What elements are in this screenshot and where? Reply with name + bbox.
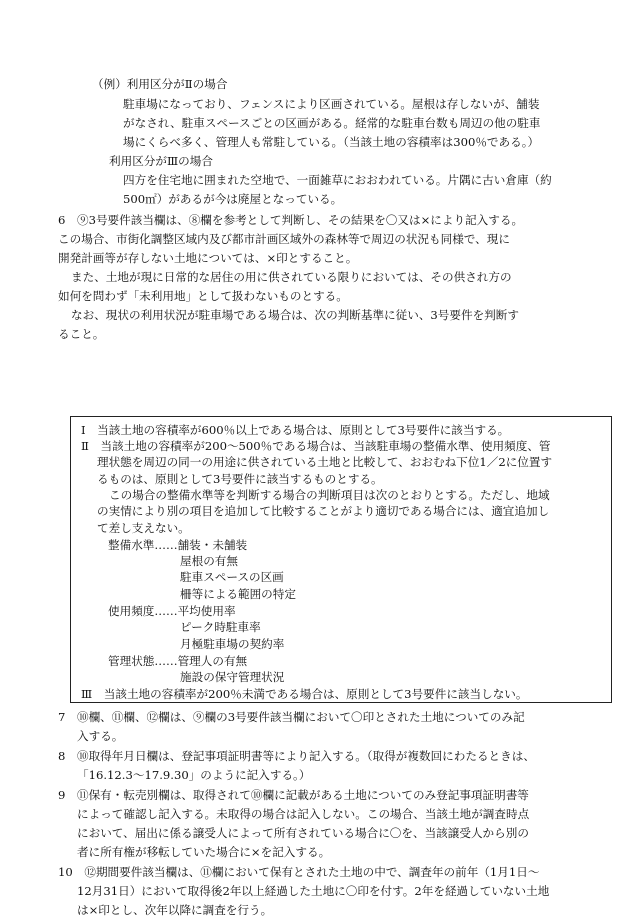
- text-line: 8 ⑩取得年月日欄は、登記事項証明書等により記入する。（取得が複数回にわたるときは、: [58, 749, 535, 763]
- text-line: 如何を問わず「未利用地」として扱わないものとする。: [58, 289, 348, 303]
- text-line: 整備水準……舗装・未舗装: [108, 538, 248, 552]
- text-line: 理状態を周辺の同一の用途に供されている土地と比較して、おおむね下位1／2に位置す: [97, 455, 553, 469]
- text-line: ること。: [58, 327, 105, 341]
- text-line: は×印とし、次年以降に調査を行う。: [77, 903, 273, 917]
- text-line: 駐車場になっており、フェンスにより区画されている。屋根は存しないが、舗装: [123, 97, 540, 111]
- text-line: 柵等による範囲の特定: [180, 587, 296, 601]
- text-line: 7 ⑩欄、⑪欄、⑫欄は、⑨欄の3号要件該当欄において〇印とされた土地についてのみ記: [58, 710, 525, 724]
- text-line: 開発計画等が存しない土地については、×印とすること。: [58, 251, 358, 265]
- text-line: がなされ、駐車スペースごとの区画がある。経常的な駐車台数も周辺の他の駐車: [123, 116, 541, 130]
- text-line: Ⅱ 当該土地の容積率が200～500％である場合は、当該駐車場の整備水準、使用頻度、管: [81, 439, 551, 453]
- text-line: 月極駐車場の契約率: [180, 637, 285, 651]
- text-line: この場合、市街化調整区域内及び都市計画区域外の森林等で周辺の状況も同様で、現に: [58, 232, 510, 246]
- text-line: 500㎡）があるが今は廃屋となっている。: [123, 192, 343, 206]
- text-line: の実情により別の項目を追加して比較することがより適切である場合には、適宜追加し: [97, 504, 550, 518]
- text-line: において、届出に係る譲受人によって所有されている場合に〇を、当該譲受人から別の: [77, 826, 529, 840]
- text-line: 入する。: [77, 729, 124, 743]
- text-line: 「16.12.3～17.9.30」のように記入する。）: [77, 768, 311, 782]
- text-line: 駐車スペースの区画: [180, 570, 284, 584]
- text-line: また、土地が現に日常的な居住の用に供されている限りにおいては、その供され方の: [71, 270, 512, 284]
- text-line: （例）利用区分がⅡの場合: [92, 77, 228, 91]
- text-line: によって確認し記入する。未取得の場合は記入しない。この場合、当該土地が調査時点: [77, 807, 530, 821]
- text-line: 施設の保守管理状況: [180, 670, 285, 684]
- text-line: 12月31日）において取得後2年以上経過した土地に〇印を付す。2年を経過していない土地: [77, 884, 550, 898]
- text-line: 9 ⑪保有・転売別欄は、取得されて⑩欄に記載がある土地についてのみ登記事項証明書等: [58, 788, 529, 802]
- text-line: この場合の整備水準等を判断する場合の判断項目は次のとおりとする。ただし、地域: [109, 488, 550, 502]
- text-line: 者に所有権が移転していた場合に×を記入する。: [77, 845, 331, 859]
- text-line: Ⅰ 当該土地の容積率が600％以上である場合は、原則として3号要件に該当する。: [81, 423, 510, 437]
- text-line: 利用区分がⅢの場合: [109, 154, 213, 168]
- text-line: るものは、原則として3号要件に該当するものとする。: [97, 472, 383, 486]
- text-line: 四方を住宅地に囲まれた空地で、一面雑草におおわれている。片隅に古い倉庫（約: [123, 173, 552, 187]
- text-line: 管理状態……管理人の有無: [108, 654, 248, 668]
- text-line: 6 ⑨3号要件該当欄は、⑧欄を参考として判断し、その結果を〇又は×により記入する。: [58, 213, 524, 227]
- text-line: 使用頻度……平均使用率: [108, 604, 236, 618]
- text-line: 10 ⑫期間要件該当欄は、⑪欄において保有とされた土地の中で、調査年の前年（1月1日～: [58, 865, 540, 879]
- text-line: 場にくらべ多く、管理人も常駐している。（当該土地の容積率は300％である。）: [123, 135, 540, 149]
- text-line: なお、現状の利用状況が駐車場である場合は、次の判断基準に従い、3号要件を判断す: [71, 308, 519, 322]
- text-line: Ⅲ 当該土地の容積率が200％未満である場合は、原則として3号要件に該当しない。: [81, 687, 528, 701]
- text-line: 屋根の有無: [180, 554, 238, 568]
- text-line: ピーク時駐車率: [180, 620, 261, 634]
- text-line: て差し支えない。: [97, 521, 190, 535]
